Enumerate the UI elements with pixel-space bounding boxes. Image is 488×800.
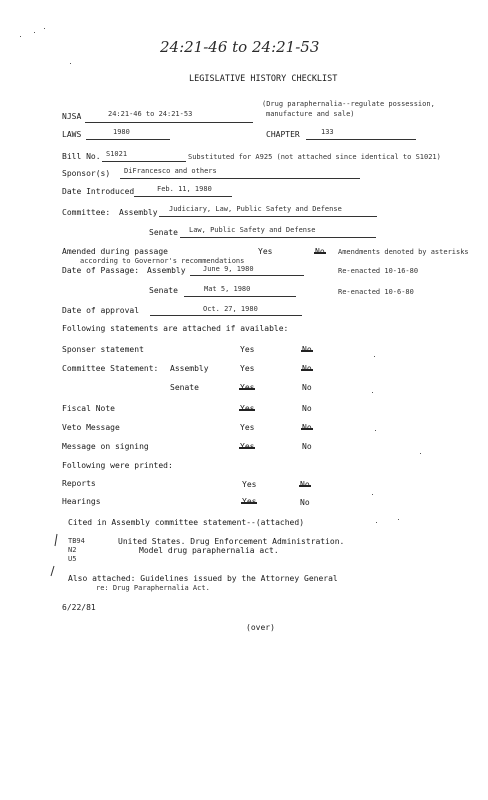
committee-statement-senate-no: No	[302, 383, 312, 392]
hearings-no: No	[300, 498, 310, 507]
passage-senate-value: Mat 5, 1980	[204, 285, 251, 293]
hearings-yes	[242, 498, 256, 506]
bill-label: Bill No.	[62, 152, 101, 161]
scan-speck	[372, 392, 373, 393]
reference-line-1: United States. Drug Enforcement Administration.	[118, 537, 345, 546]
chapter-underline	[306, 139, 416, 140]
passage-senate-reenacted: Re-enacted 10-6-80	[338, 288, 414, 296]
amended-note: Amendments denoted by asterisks	[338, 248, 469, 256]
message-on-signing-no: No	[302, 442, 312, 451]
reference-call-number-2: N2	[68, 546, 77, 554]
committee-senate-value: Law, Public Safety and Defense	[189, 226, 316, 234]
amended-no-text: No	[315, 247, 325, 256]
scan-speck	[44, 28, 45, 29]
date-of-approval-underline	[150, 315, 302, 316]
amended-label: Amended during passage	[62, 247, 168, 256]
sponsor-statement-no	[302, 346, 312, 354]
njsa-description-line2: manufacture and sale)	[266, 110, 355, 118]
reports-label: Reports	[62, 479, 96, 488]
reports-yes: Yes	[242, 480, 257, 489]
njsa-description-line1: (Drug paraphernalia--regulate possession,	[262, 100, 435, 108]
printed-header: Following were printed:	[62, 461, 173, 470]
reports-no	[300, 481, 310, 489]
reference-call-number-1: TB94	[68, 537, 85, 545]
amended-sub-note: according to Governor's recommendations	[80, 257, 245, 265]
njsa-label: NJSA	[62, 112, 82, 121]
scan-speck	[70, 63, 71, 64]
cited-note: Cited in Assembly committee statement--(attached)	[68, 518, 305, 527]
passage-senate-underline	[184, 296, 296, 297]
scan-speck	[372, 494, 373, 495]
date-introduced-label: Date Introduced	[62, 187, 135, 196]
also-attached-line-1: Also attached: Guidelines issued by the Attorney General	[68, 574, 338, 583]
passage-assembly-reenacted: Re-enacted 10-16-80	[338, 267, 419, 275]
date-stamp: 6/22/81	[62, 603, 96, 612]
bill-underline	[102, 161, 186, 162]
handwritten-statute-range: 24:21-46 to 24:21-53	[160, 38, 320, 56]
scan-speck	[420, 453, 421, 454]
scan-speck	[376, 522, 377, 523]
committee-senate-label: Senate	[149, 228, 178, 237]
bill-substituted-note: Substituted for A925 (not attached since identical to S1021)	[188, 153, 441, 161]
message-on-signing-yes	[240, 443, 254, 451]
committee-assembly-underline	[159, 216, 377, 217]
scan-speck	[398, 519, 399, 520]
veto-message-label: Veto Message	[62, 423, 120, 432]
laws-label: LAWS	[62, 130, 82, 139]
amended-yes: Yes	[258, 247, 273, 256]
committee-statement-senate-yes	[240, 384, 254, 392]
date-of-approval-label: Date of approval	[62, 306, 140, 315]
date-introduced-value: Feb. 11, 1980	[157, 185, 212, 193]
committee-assembly-label: Assembly	[119, 208, 158, 217]
sponsors-value: DiFrancesco and others	[124, 167, 217, 175]
date-of-approval-value: Oct. 27, 1980	[203, 305, 258, 313]
sponsors-label: Sponsor(s)	[62, 169, 111, 178]
also-attached-line-2: re: Drug Paraphernalia Act.	[96, 584, 210, 592]
sponsors-underline	[120, 178, 360, 179]
reference-line-2: Model drug paraphernalia act.	[139, 546, 279, 555]
committee-statement-assembly-no	[302, 365, 312, 373]
passage-senate-label: Senate	[149, 286, 178, 295]
sponsor-statement-yes: Yes	[240, 345, 255, 354]
veto-message-no	[302, 424, 312, 432]
committee-statement-senate-label: Senate	[170, 383, 199, 392]
committee-statement-assembly-label: Assembly	[170, 364, 209, 373]
hearings-label: Hearings	[62, 497, 101, 506]
passage-assembly-value: June 9, 1980	[203, 265, 254, 273]
message-on-signing-label: Message on signing	[62, 442, 149, 451]
handwritten-bracket-mark	[48, 532, 62, 578]
page-title: LEGISLATIVE HISTORY CHECKLIST	[189, 74, 338, 84]
veto-message-no-text: No	[302, 423, 312, 432]
date-introduced-underline	[134, 196, 232, 197]
message-on-signing-yes-text: Yes	[240, 442, 255, 451]
fiscal-note-label: Fiscal Note	[62, 404, 115, 413]
sponsor-statement-no-text: No	[302, 345, 312, 354]
date-of-passage-label: Date of Passage:	[62, 266, 140, 275]
veto-message-yes: Yes	[240, 423, 255, 432]
scan-speck	[374, 356, 375, 357]
fiscal-note-yes-text: Yes	[240, 404, 255, 413]
statements-header: Following statements are attached if available:	[62, 324, 289, 333]
footer-over: (over)	[246, 623, 275, 632]
bill-value: S1021	[106, 150, 128, 158]
passage-assembly-underline	[190, 275, 304, 276]
scan-speck	[34, 32, 35, 33]
committee-label: Committee:	[62, 208, 111, 217]
committee-assembly-value: Judiciary, Law, Public Safety and Defense	[169, 205, 342, 213]
fiscal-note-no: No	[302, 404, 312, 413]
reports-no-text: No	[300, 480, 310, 489]
passage-assembly-label: Assembly	[147, 266, 186, 275]
amended-no	[315, 248, 325, 256]
committee-statement-assembly-yes: Yes	[240, 364, 255, 373]
chapter-label: CHAPTER	[266, 130, 300, 139]
scan-speck	[375, 430, 376, 431]
committee-senate-underline	[180, 237, 376, 238]
committee-statement-label: Committee Statement:	[62, 364, 159, 373]
scan-speck	[20, 36, 21, 37]
laws-value: 1980	[113, 128, 130, 136]
fiscal-note-yes	[240, 405, 254, 413]
chapter-value: 133	[321, 128, 334, 136]
reference-call-number-3: U5	[68, 555, 77, 563]
sponsor-statement-label: Sponser statement	[62, 345, 144, 354]
committee-statement-senate-yes-text: Yes	[240, 383, 255, 392]
njsa-value: 24:21-46 to 24:21-53	[108, 110, 193, 118]
njsa-underline	[85, 122, 253, 123]
committee-statement-assembly-no-text: No	[302, 364, 312, 373]
laws-underline	[86, 139, 170, 140]
hearings-yes-text: Yes	[242, 497, 257, 506]
